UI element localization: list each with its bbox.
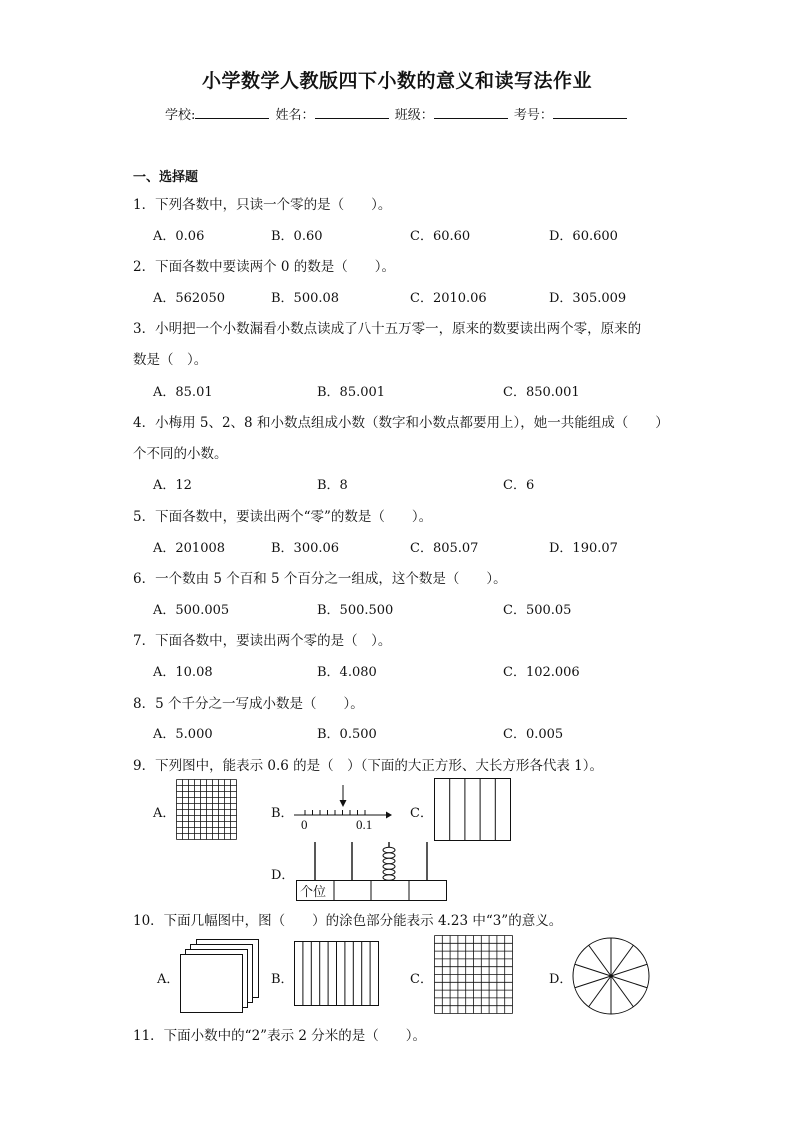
q10-option-a[interactable]: A．	[157, 972, 180, 987]
q9d-abacus	[296, 840, 448, 902]
q1-option-a[interactable]: A．0.06	[153, 229, 205, 244]
question-4-cont: 个不同的小数。	[133, 446, 228, 462]
number-label: 考号：	[513, 108, 553, 123]
school-label: 学校:	[165, 108, 196, 123]
class-label: 班级：	[394, 108, 434, 123]
q5-option-d[interactable]: D．190.07	[549, 541, 618, 556]
student-info-line	[165, 104, 629, 123]
name-label: 姓名：	[275, 108, 315, 123]
q4-option-a[interactable]: A．12	[153, 478, 192, 493]
q10-option-b[interactable]: B．	[271, 972, 294, 987]
q7-option-c[interactable]: C．102.006	[503, 665, 580, 680]
abacus-ones-label: 个位	[300, 884, 327, 899]
q10c-hundred-grid	[434, 935, 514, 1015]
q1-option-c[interactable]: C．60.60	[410, 229, 471, 244]
q10d-sector-circle	[571, 936, 651, 1016]
q5-option-c[interactable]: C．805.07	[410, 541, 479, 556]
q5-option-b[interactable]: B．300.06	[271, 541, 340, 556]
class-field[interactable]	[434, 104, 508, 119]
q3-option-a[interactable]: A．85.01	[153, 385, 213, 400]
question-11: 11．下面小数中的“2”表示 2 分米的是（ ）。	[133, 1028, 426, 1044]
q5-option-a[interactable]: A．201008	[153, 541, 226, 556]
question-4: 4．小梅用 5、2、8 和小数点组成小数（数字和小数点都要用上），她一共能组成（ ）	[133, 415, 669, 431]
q8-option-c[interactable]: C．0.005	[503, 727, 564, 742]
section-title: 一、选择题	[133, 170, 199, 185]
q6-option-a[interactable]: A．500.005	[153, 603, 230, 618]
numberline-zero-label: 0	[301, 817, 308, 832]
question-5: 5．下面各数中，要读出两个“零”的数是（ ）。	[133, 509, 433, 525]
q7-option-b[interactable]: B．4.080	[317, 665, 377, 680]
q4-option-c[interactable]: C．6	[503, 478, 535, 493]
q2-option-a[interactable]: A．562050	[153, 291, 226, 306]
number-field[interactable]	[553, 104, 627, 119]
name-field[interactable]	[315, 104, 389, 119]
question-8: 8．5 个千分之一写成小数是（ ）。	[133, 696, 364, 712]
question-3: 3．小明把一个小数漏看小数点读成了八十五万零一，原来的数要读出两个零，原来的	[133, 321, 642, 337]
school-field[interactable]	[195, 104, 269, 119]
q9-option-d[interactable]: D．	[271, 868, 295, 883]
q2-option-c[interactable]: C．2010.06	[410, 291, 487, 306]
q6-option-b[interactable]: B．500.500	[317, 603, 394, 618]
q9b-number-line	[290, 782, 390, 832]
q7-option-a[interactable]: A．10.08	[153, 665, 213, 680]
q10-option-c[interactable]: C．	[410, 972, 433, 987]
q1-option-d[interactable]: D．60.600	[549, 229, 618, 244]
q2-option-b[interactable]: B．500.08	[271, 291, 340, 306]
q8-option-b[interactable]: B．0.500	[317, 727, 377, 742]
q9-option-c[interactable]: C．	[410, 806, 433, 821]
question-3-cont: 数是（ ）。	[133, 352, 208, 368]
q3-option-b[interactable]: B．85.001	[317, 385, 386, 400]
question-1: 1．下列各数中，只读一个零的是（ ）。	[133, 197, 392, 213]
question-2: 2．下面各数中要读两个 0 的数是（ ）。	[133, 259, 396, 275]
q3-option-c[interactable]: C．850.001	[503, 385, 580, 400]
question-7: 7．下面各数中，要读出两个零的是（ ）。	[133, 633, 392, 649]
q8-option-a[interactable]: A．5.000	[153, 727, 213, 742]
page-title: 小学数学人教版四下小数的意义和读写法作业	[201, 70, 592, 92]
q9-option-b[interactable]: B．	[271, 806, 294, 821]
q9-option-a[interactable]: A．	[153, 806, 176, 821]
numberline-tenth-label: 0.1	[356, 817, 373, 832]
q9c-striped-rectangle	[434, 778, 512, 842]
q10b-striped-rectangle	[294, 941, 380, 1007]
q4-option-b[interactable]: B．8	[317, 478, 348, 493]
q2-option-d[interactable]: D．305.009	[549, 291, 627, 306]
q6-option-c[interactable]: C．500.05	[503, 603, 572, 618]
q10a-stacked-squares	[180, 939, 264, 1015]
question-6: 6．一个数由 5 个百和 5 个百分之一组成，这个数是（ ）。	[133, 571, 507, 587]
question-9: 9．下列图中，能表示 0.6 的是（ ）（下面的大正方形、大长方形各代表 1）。	[133, 758, 604, 774]
q9a-hundred-grid	[176, 779, 238, 841]
q10-option-d[interactable]: D．	[549, 972, 573, 987]
q1-option-b[interactable]: B．0.60	[271, 229, 323, 244]
question-10: 10．下面几幅图中，图（ ）的涂色部分能表示 4.23 中“3”的意义。	[133, 913, 563, 929]
